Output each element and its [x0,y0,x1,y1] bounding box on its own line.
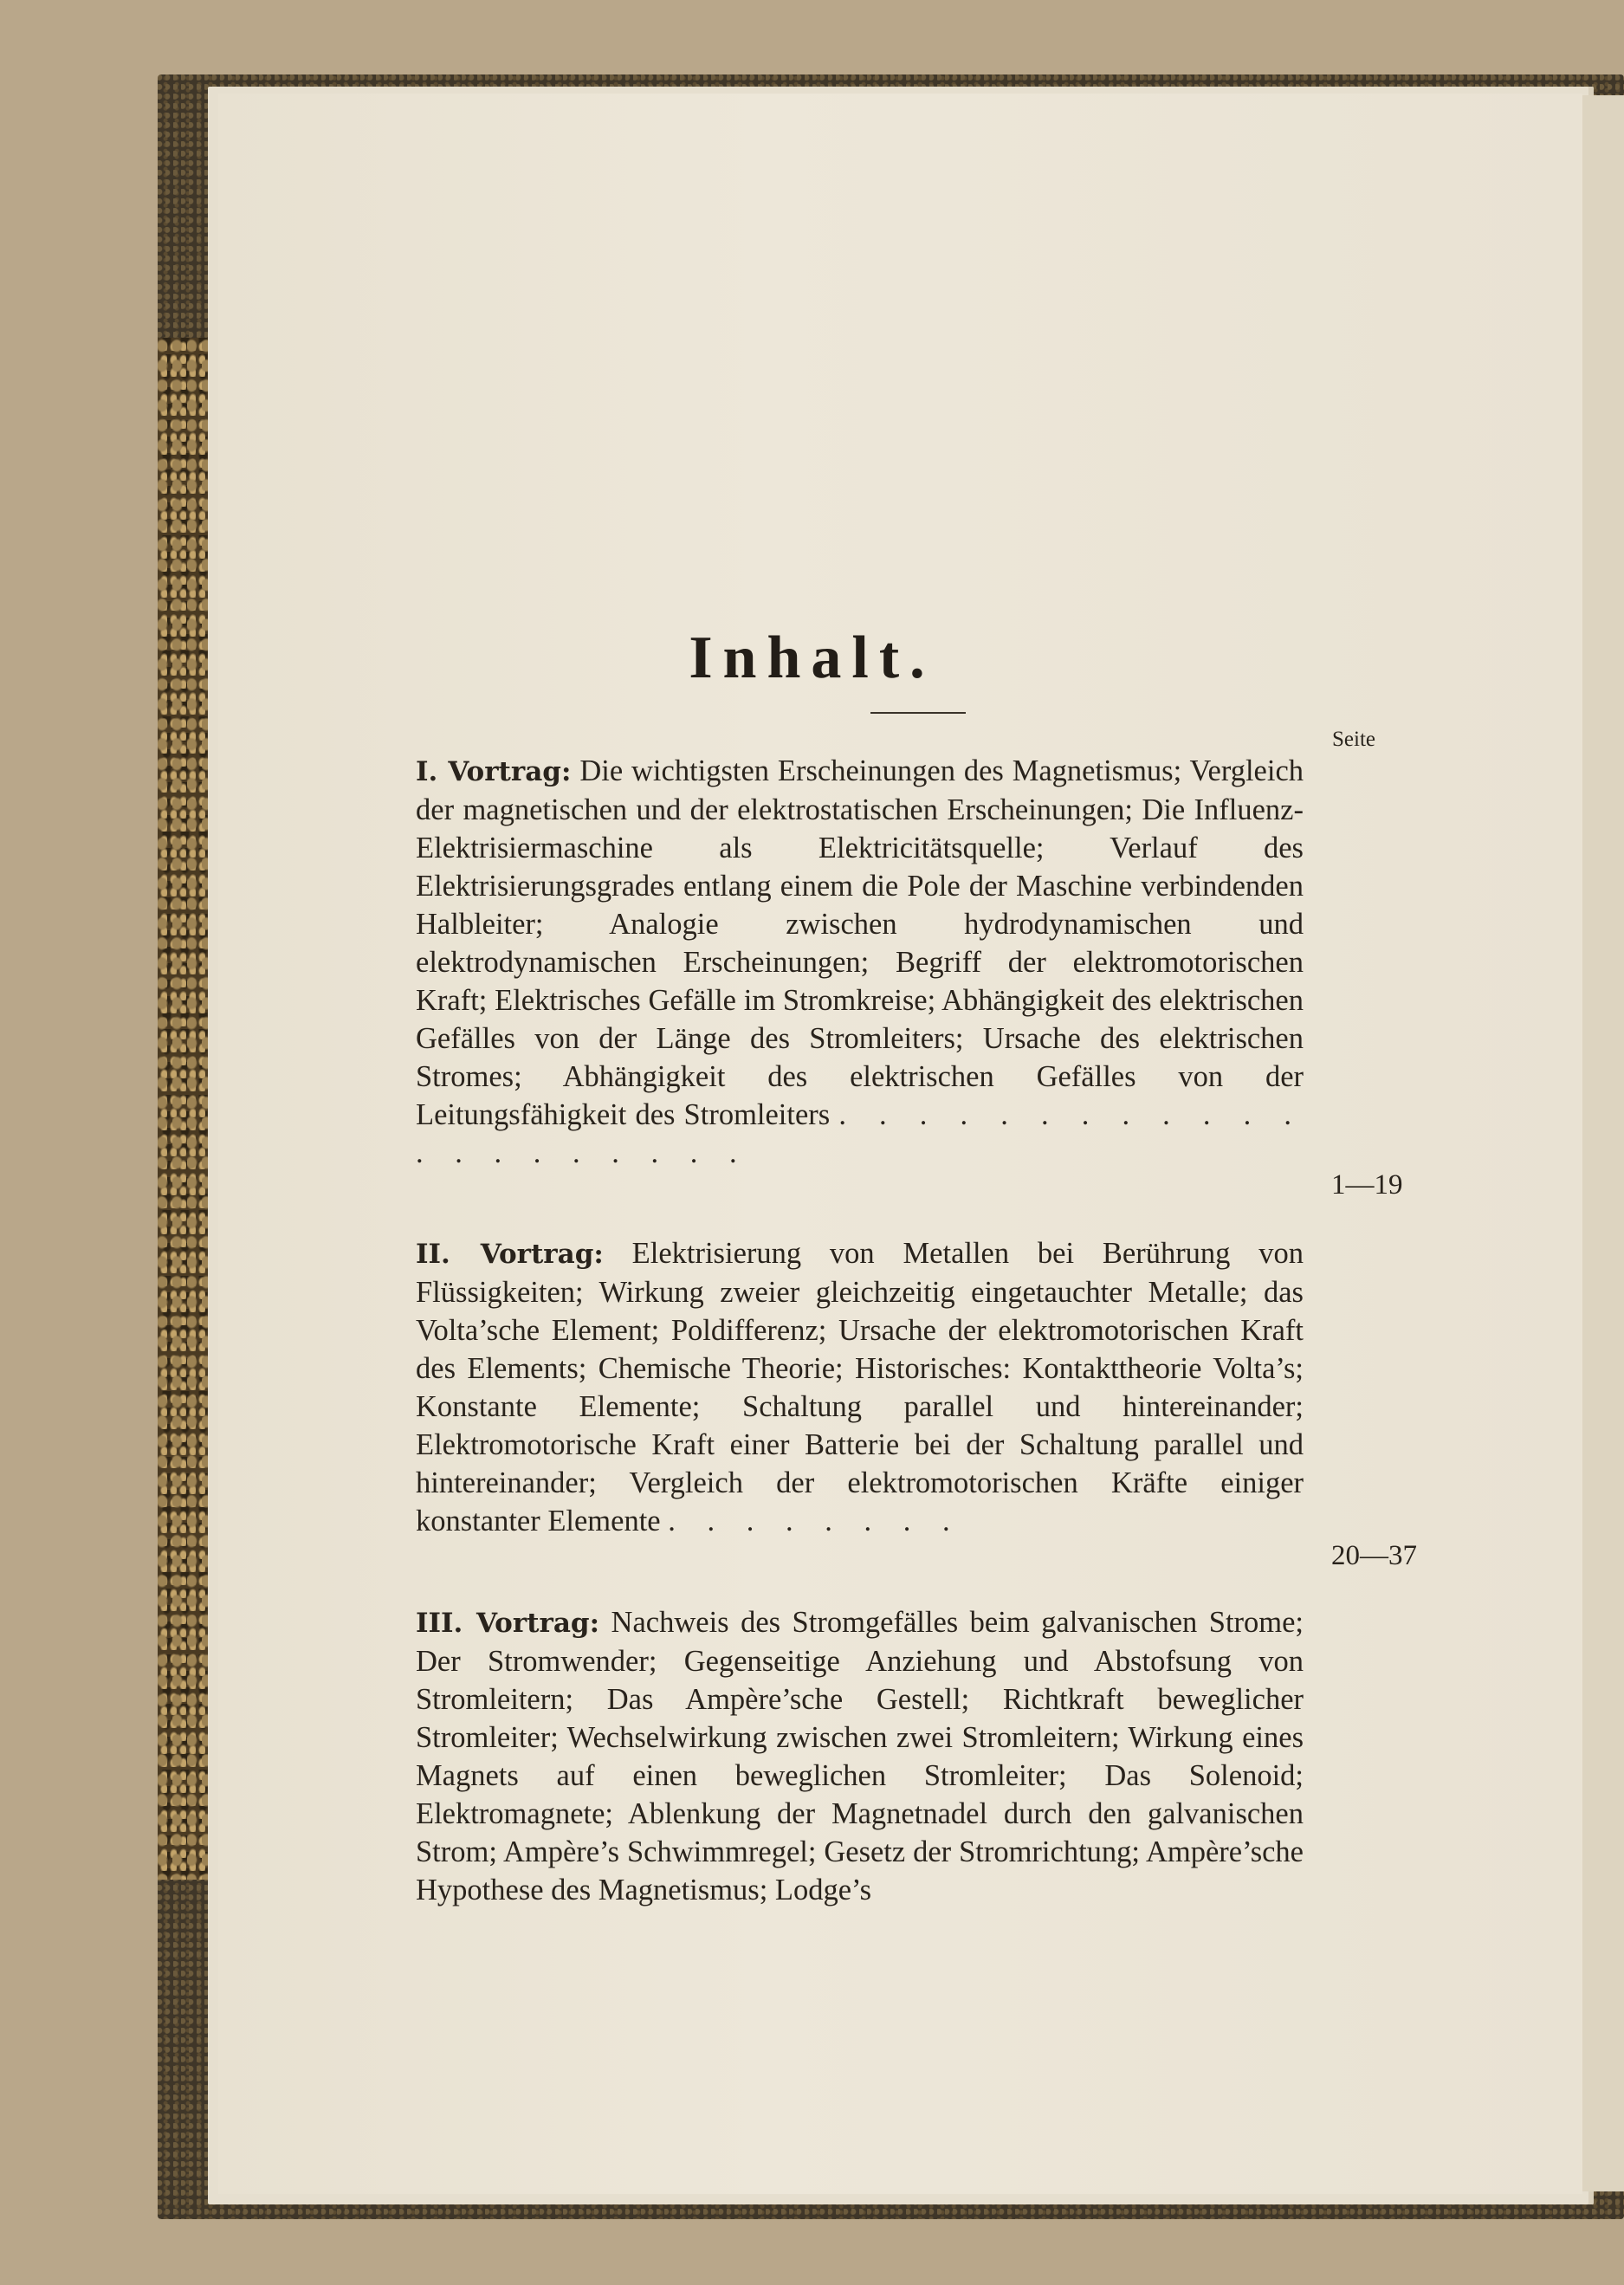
entry-label: II. Vortrag: [416,1239,604,1270]
entry-label: III. Vortrag: [416,1608,600,1639]
dot-leader: . . . . . . . . [668,1505,962,1537]
page-title: Inhalt. [689,625,935,691]
toc-entry [416,1234,1304,1540]
entry-pages: 20—37 [1331,1540,1417,1571]
dot-leader: . . . . . . . . . . . . . . . . . . . . . [416,1098,1304,1169]
entry-text: Elektrisierung von Metallen bei Berührung von Flüssigkeiten; Wirkung zweier gleichzeitig eingetauchter Metalle; das Volta’sche Element; Poldifferenz; Ursache der elektromotorischen Kraft des Elements; Chemische Theorie; Historisches: Kontakttheorie Volta’s; Konstante Elemente; Schaltung parallel und hintereinander; Elektromotorische Kraft einer Batterie bei der Schaltung parallel und hintereinander; Vergleich der elektromotorischen Kräfte einiger konstanter Elemente [416,1237,1304,1537]
entry-text: Die wichtigsten Erscheinungen des Magnetismus; Vergleich der magnetischen und der elektrostatischen Erscheinungen; Die Influenz-Elektrisiermaschine als Elektricitätsquelle; Verlauf des Elektrisierungsgrades entlang einem die Pole der Maschine verbindenden Halbleiter; Analogie zwischen hydrodynamischen und elektrodynamischen Erscheinungen; Begriff der elektromotorischen Kraft; Elektrisches Gefälle im Stromkreise; Abhängigkeit des elektrischen Gefälles von der Länge des Stromleiters; Ursache des elektrischen Stromes; Abhängigkeit des elektrischen Gefälles von der Leitungsfähigkeit des Stromleiters [416,754,1304,1131]
toc-entry [416,1603,1304,1909]
entry-label: I. Vortrag: [416,756,572,787]
title-rule [870,712,966,714]
toc-entry [416,752,1304,1172]
page-column-header: Seite [1332,728,1375,751]
entry-text: Nachweis des Stromgefälles beim galvanischen Strome; Der Stromwender; Gegenseitige Anziehung und Abstofsung von Stromleitern; Das Ampère’sche Gestell; Richtkraft beweglicher Stromleiter; Wechselwirkung zwischen zwei Stromleitern; Wirkung eines Magnets auf einen beweglichen Stromleiter; Das Solenoid; Elektromagnete; Ablenkung der Magnetnadel durch den galvanischen Strom; Ampère’s Schwimmregel; Gesetz der Stromrichtung; Ampère’sche Hypothese des Magnetismus; Lodge’s [416,1606,1304,1906]
entry-pages: 1—19 [1331,1169,1403,1201]
